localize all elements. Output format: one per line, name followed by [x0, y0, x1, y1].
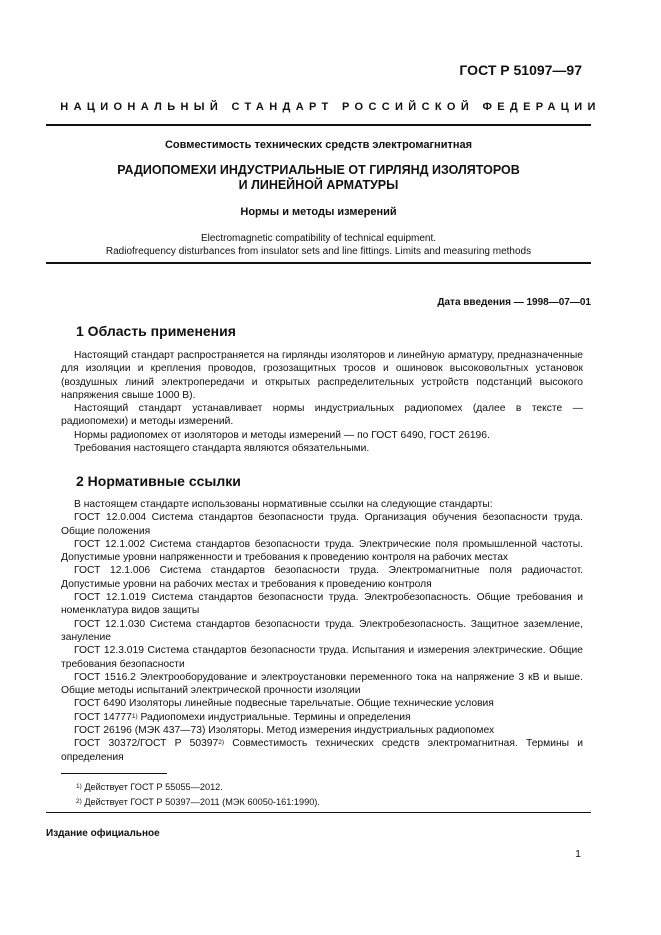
reference-item: ГОСТ 12.1.002 Система стандартов безопасности труда. Электрические поля промышленной частоты. Допустимые уровни напряженности и требования к проведению контроля на рабочих местах	[61, 538, 583, 564]
reference-item: ГОСТ 6490 Изоляторы линейные подвесные тарельчатые. Общие технические условия	[74, 698, 494, 710]
section1-body	[61, 349, 583, 455]
footnote-2: $^{2)}$ Действует ГОСТ Р 50397—2011 (МЭК 60050-161:1990).	[76, 797, 320, 807]
reference-item: ГОСТ 12.1.019 Система стандартов безопасности труда. Электробезопасность. Общие требования и номенклатура видов защиты	[61, 592, 583, 617]
english-title-line1: Electromagnetic compatibility of technical equipment.	[200, 233, 437, 244]
paragraph: Требования настоящего стандарта являются обязательными.	[74, 443, 370, 455]
footnotes	[76, 780, 320, 810]
main-title	[46, 163, 591, 193]
section1-heading: 1 Область применения	[76, 323, 236, 339]
footnote-1: $^{1)}$ Действует ГОСТ Р 55055—2012.	[76, 782, 223, 792]
reference-item: ГОСТ 12.1.006 Система стандартов безопасности труда. Электромагнитные поля радиочастот. Допустимые уровни на рабочих местах и требования к проведению контроля	[61, 565, 583, 590]
national-standard-banner: НАЦИОНАЛЬНЫЙ СТАНДАРТ РОССИЙСКОЙ ФЕДЕРАЦИИ	[60, 101, 601, 113]
main-title-line2: И ЛИНЕЙНОЙ АРМАТУРЫ	[238, 178, 399, 192]
introduction-date: Дата введения — 1998—07—01	[437, 297, 591, 308]
paragraph: В настоящем стандарте использованы нормативные ссылки на следующие стандарты:	[74, 499, 493, 510]
bottom-rule	[46, 812, 591, 813]
paragraph: Настоящий стандарт распространяется на гирлянды изоляторов и линейную арматуру, предназначенные для изоляции и крепления проводов, грозозащитных тросов и ошиновок высоковольтных установок (воздушных линий электропередачи и открытых распределительных устройств подстанций высокого напряжения свыше 1000 В).	[61, 350, 583, 401]
top-rule	[46, 124, 591, 126]
reference-item: ГОСТ 26196 (МЭК 437—73) Изоляторы. Метод измерения индустриальных радиопомех	[74, 725, 495, 737]
main-title-line1: РАДИОПОМЕХИ ИНДУСТРИАЛЬНЫЕ ОТ ГИРЛЯНД ИЗОЛЯТОРОВ	[117, 163, 520, 177]
english-title-line2: Radiofrequency disturbances from insulator sets and line fittings. Limits and measuring methods	[105, 246, 532, 257]
subtitle-norms: Нормы и методы измерений	[240, 206, 397, 218]
subtitle-compat: Совместимость технических средств электромагнитная	[164, 139, 473, 151]
reference-item: ГОСТ 12.1.030 Система стандартов безопасности труда. Электробезопасность. Защитное заземление, зануление	[61, 618, 583, 643]
paragraph: Настоящий стандарт устанавливает нормы индустриальных радиопомех (далее в тексте — радиопомехи) и методы измерений.	[61, 403, 583, 428]
reference-item: ГОСТ 1516.2 Электрооборудование и электроустановки переменного тока на напряжение 3 кВ и выше. Общие методы испытаний электрической прочности изоляции	[61, 671, 583, 697]
title-rule	[46, 262, 591, 264]
paragraph: Нормы радиопомех от изоляторов и методы измерений — по ГОСТ 6490, ГОСТ 26196.	[74, 429, 490, 441]
reference-item: ГОСТ 14777$^{1)}$ Радиопомехи индустриальные. Термины и определения	[74, 711, 411, 723]
footnote-ref: 1)	[131, 712, 138, 720]
english-title	[46, 232, 591, 258]
footnote-ref: 2)	[218, 739, 225, 747]
section2-heading: 2 Нормативные ссылки	[76, 473, 241, 489]
page-number: 1	[575, 848, 581, 860]
footnote-rule	[61, 773, 167, 774]
reference-item: ГОСТ 30372/ГОСТ Р 50397$^{2)}$ Совместимость технических средств электромагнитная. Термины и определения	[61, 738, 583, 763]
reference-item: ГОСТ 12.3.019 Система стандартов безопасности труда. Испытания и измерения электрические. Общие требования безопасности	[61, 645, 583, 670]
edition-label: Издание официальное	[46, 828, 160, 839]
document-code: ГОСТ Р 51097—97	[459, 62, 582, 78]
reference-item: ГОСТ 12.0.004 Система стандартов безопасности труда. Организация обучения безопасности труда. Общие положения	[61, 512, 583, 537]
section2-body	[61, 498, 583, 764]
